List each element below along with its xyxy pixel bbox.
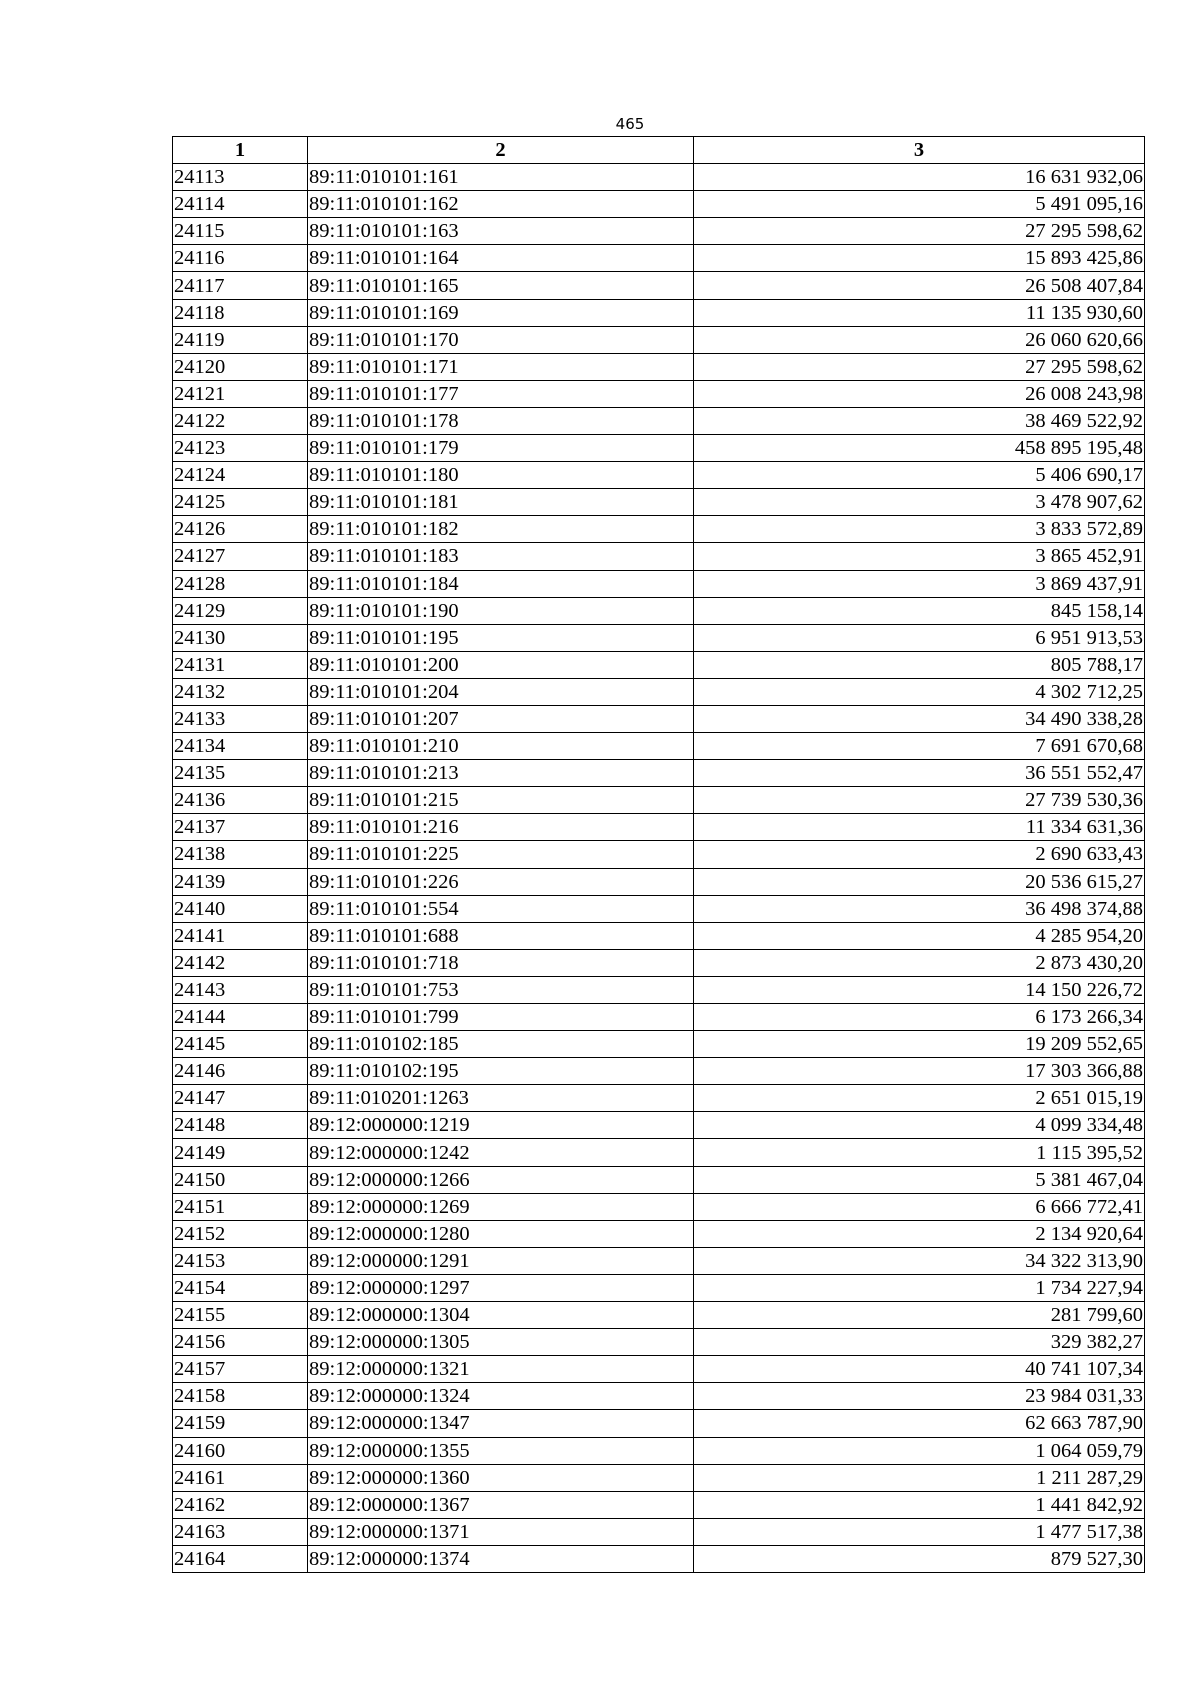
table-row [173, 1031, 1145, 1058]
cadastral-number-cell: 89:11:010101:195 [308, 624, 694, 651]
table-row [173, 705, 1145, 732]
value-cell: 2 873 430,20 [694, 949, 1145, 976]
cadastral-number-cell: 89:11:010101:161 [308, 164, 694, 191]
table-row [173, 1166, 1145, 1193]
row-number-cell: 24148 [173, 1112, 308, 1139]
cadastral-number-cell: 89:12:000000:1266 [308, 1166, 694, 1193]
cadastral-number-cell: 89:12:000000:1280 [308, 1220, 694, 1247]
table-row [173, 841, 1145, 868]
cadastral-number-cell: 89:11:010101:169 [308, 299, 694, 326]
value-cell: 805 788,17 [694, 651, 1145, 678]
table-row [173, 191, 1145, 218]
table-row [173, 462, 1145, 489]
value-cell: 36 551 552,47 [694, 760, 1145, 787]
cadastral-number-cell: 89:11:010101:163 [308, 218, 694, 245]
cadastral-number-cell: 89:11:010101:177 [308, 380, 694, 407]
cadastral-number-cell: 89:11:010101:190 [308, 597, 694, 624]
table-row [173, 1545, 1145, 1572]
value-cell: 27 295 598,62 [694, 218, 1145, 245]
value-cell: 36 498 374,88 [694, 895, 1145, 922]
value-cell: 5 491 095,16 [694, 191, 1145, 218]
table-row [173, 245, 1145, 272]
table-row [173, 1058, 1145, 1085]
cadastral-number-cell: 89:11:010101:170 [308, 326, 694, 353]
row-number-cell: 24125 [173, 489, 308, 516]
table-row [173, 407, 1145, 434]
row-number-cell: 24140 [173, 895, 308, 922]
cadastral-number-cell: 89:12:000000:1305 [308, 1329, 694, 1356]
table-row [173, 1356, 1145, 1383]
table-row [173, 651, 1145, 678]
table-row [173, 1193, 1145, 1220]
table-row [173, 299, 1145, 326]
row-number-cell: 24134 [173, 733, 308, 760]
row-number-cell: 24139 [173, 868, 308, 895]
cadastral-number-cell: 89:12:000000:1324 [308, 1383, 694, 1410]
row-number-cell: 24135 [173, 760, 308, 787]
value-cell: 2 134 920,64 [694, 1220, 1145, 1247]
cadastral-number-cell: 89:11:010101:204 [308, 678, 694, 705]
table-row [173, 1112, 1145, 1139]
table-row [173, 326, 1145, 353]
value-cell: 1 477 517,38 [694, 1518, 1145, 1545]
table-row [173, 1437, 1145, 1464]
value-cell: 4 099 334,48 [694, 1112, 1145, 1139]
row-number-cell: 24163 [173, 1518, 308, 1545]
table-row [173, 1220, 1145, 1247]
row-number-cell: 24123 [173, 435, 308, 462]
value-cell: 2 690 633,43 [694, 841, 1145, 868]
value-cell: 5 406 690,17 [694, 462, 1145, 489]
table-row [173, 624, 1145, 651]
table-row [173, 1247, 1145, 1274]
table-row [173, 976, 1145, 1003]
cadastral-number-cell: 89:11:010101:181 [308, 489, 694, 516]
row-number-cell: 24115 [173, 218, 308, 245]
table-body [173, 164, 1145, 1573]
row-number-cell: 24162 [173, 1491, 308, 1518]
value-cell: 16 631 932,06 [694, 164, 1145, 191]
cadastral-number-cell: 89:11:010101:210 [308, 733, 694, 760]
value-cell: 11 135 930,60 [694, 299, 1145, 326]
row-number-cell: 24144 [173, 1004, 308, 1031]
value-cell: 329 382,27 [694, 1329, 1145, 1356]
cadastral-number-cell: 89:11:010101:171 [308, 353, 694, 380]
value-cell: 40 741 107,34 [694, 1356, 1145, 1383]
row-number-cell: 24164 [173, 1545, 308, 1572]
table-row [173, 814, 1145, 841]
column-header-3: 3 [694, 137, 1145, 164]
value-cell: 6 173 266,34 [694, 1004, 1145, 1031]
value-cell: 458 895 195,48 [694, 435, 1145, 462]
table-row [173, 1491, 1145, 1518]
column-header-1: 1 [173, 137, 308, 164]
table-row [173, 380, 1145, 407]
cadastral-number-cell: 89:11:010101:207 [308, 705, 694, 732]
value-cell: 14 150 226,72 [694, 976, 1145, 1003]
cadastral-number-cell: 89:11:010101:162 [308, 191, 694, 218]
row-number-cell: 24132 [173, 678, 308, 705]
cadastral-number-cell: 89:12:000000:1367 [308, 1491, 694, 1518]
row-number-cell: 24153 [173, 1247, 308, 1274]
row-number-cell: 24117 [173, 272, 308, 299]
row-number-cell: 24120 [173, 353, 308, 380]
value-cell: 1 734 227,94 [694, 1274, 1145, 1301]
cadastral-number-cell: 89:12:000000:1371 [308, 1518, 694, 1545]
row-number-cell: 24159 [173, 1410, 308, 1437]
row-number-cell: 24133 [173, 705, 308, 732]
row-number-cell: 24114 [173, 191, 308, 218]
row-number-cell: 24119 [173, 326, 308, 353]
row-number-cell: 24141 [173, 922, 308, 949]
cadastral-number-cell: 89:11:010101:718 [308, 949, 694, 976]
cadastral-number-cell: 89:11:010101:179 [308, 435, 694, 462]
table-row [173, 922, 1145, 949]
cadastral-number-cell: 89:12:000000:1374 [308, 1545, 694, 1572]
value-cell: 6 951 913,53 [694, 624, 1145, 651]
table-row [173, 760, 1145, 787]
cadastral-number-cell: 89:11:010201:1263 [308, 1085, 694, 1112]
table-row [173, 1410, 1145, 1437]
value-cell: 34 490 338,28 [694, 705, 1145, 732]
row-number-cell: 24154 [173, 1274, 308, 1301]
row-number-cell: 24145 [173, 1031, 308, 1058]
row-number-cell: 24122 [173, 407, 308, 434]
cadastral-number-cell: 89:11:010101:183 [308, 543, 694, 570]
cadastral-number-cell: 89:11:010101:180 [308, 462, 694, 489]
registry-table [172, 136, 1145, 1573]
cadastral-number-cell: 89:12:000000:1321 [308, 1356, 694, 1383]
row-number-cell: 24128 [173, 570, 308, 597]
row-number-cell: 24146 [173, 1058, 308, 1085]
value-cell: 6 666 772,41 [694, 1193, 1145, 1220]
row-number-cell: 24143 [173, 976, 308, 1003]
table-row [173, 489, 1145, 516]
value-cell: 17 303 366,88 [694, 1058, 1145, 1085]
row-number-cell: 24129 [173, 597, 308, 624]
cadastral-number-cell: 89:12:000000:1242 [308, 1139, 694, 1166]
cadastral-number-cell: 89:12:000000:1304 [308, 1302, 694, 1329]
table-row [173, 678, 1145, 705]
table-row [173, 868, 1145, 895]
column-header-2: 2 [308, 137, 694, 164]
row-number-cell: 24152 [173, 1220, 308, 1247]
value-cell: 1 115 395,52 [694, 1139, 1145, 1166]
cadastral-number-cell: 89:11:010101:182 [308, 516, 694, 543]
value-cell: 11 334 631,36 [694, 814, 1145, 841]
row-number-cell: 24137 [173, 814, 308, 841]
row-number-cell: 24113 [173, 164, 308, 191]
value-cell: 1 064 059,79 [694, 1437, 1145, 1464]
cadastral-number-cell: 89:12:000000:1360 [308, 1464, 694, 1491]
cadastral-number-cell: 89:11:010101:164 [308, 245, 694, 272]
cadastral-number-cell: 89:11:010101:200 [308, 651, 694, 678]
cadastral-number-cell: 89:11:010101:215 [308, 787, 694, 814]
table-row [173, 1085, 1145, 1112]
row-number-cell: 24116 [173, 245, 308, 272]
cadastral-number-cell: 89:11:010101:184 [308, 570, 694, 597]
cadastral-number-cell: 89:12:000000:1291 [308, 1247, 694, 1274]
table-row [173, 1139, 1145, 1166]
row-number-cell: 24158 [173, 1383, 308, 1410]
cadastral-number-cell: 89:11:010101:178 [308, 407, 694, 434]
value-cell: 20 536 615,27 [694, 868, 1145, 895]
value-cell: 1 441 842,92 [694, 1491, 1145, 1518]
cadastral-number-cell: 89:12:000000:1347 [308, 1410, 694, 1437]
table-row [173, 1302, 1145, 1329]
cadastral-number-cell: 89:12:000000:1219 [308, 1112, 694, 1139]
table-row [173, 1329, 1145, 1356]
cadastral-number-cell: 89:11:010101:225 [308, 841, 694, 868]
value-cell: 3 865 452,91 [694, 543, 1145, 570]
row-number-cell: 24127 [173, 543, 308, 570]
value-cell: 15 893 425,86 [694, 245, 1145, 272]
value-cell: 26 008 243,98 [694, 380, 1145, 407]
table-row [173, 597, 1145, 624]
value-cell: 3 869 437,91 [694, 570, 1145, 597]
value-cell: 62 663 787,90 [694, 1410, 1145, 1437]
table-row [173, 1518, 1145, 1545]
cadastral-number-cell: 89:11:010101:554 [308, 895, 694, 922]
value-cell: 4 302 712,25 [694, 678, 1145, 705]
table-row [173, 1383, 1145, 1410]
table-row [173, 733, 1145, 760]
value-cell: 19 209 552,65 [694, 1031, 1145, 1058]
table-row [173, 543, 1145, 570]
value-cell: 3 478 907,62 [694, 489, 1145, 516]
value-cell: 845 158,14 [694, 597, 1145, 624]
header-row [173, 137, 1145, 164]
row-number-cell: 24124 [173, 462, 308, 489]
table-row [173, 787, 1145, 814]
value-cell: 879 527,30 [694, 1545, 1145, 1572]
table-row [173, 949, 1145, 976]
value-cell: 26 060 620,66 [694, 326, 1145, 353]
table-row [173, 1004, 1145, 1031]
row-number-cell: 24157 [173, 1356, 308, 1383]
table-row [173, 570, 1145, 597]
row-number-cell: 24155 [173, 1302, 308, 1329]
table-row [173, 435, 1145, 462]
value-cell: 34 322 313,90 [694, 1247, 1145, 1274]
value-cell: 281 799,60 [694, 1302, 1145, 1329]
row-number-cell: 24138 [173, 841, 308, 868]
cadastral-number-cell: 89:11:010101:213 [308, 760, 694, 787]
cadastral-number-cell: 89:11:010102:185 [308, 1031, 694, 1058]
value-cell: 2 651 015,19 [694, 1085, 1145, 1112]
row-number-cell: 24121 [173, 380, 308, 407]
row-number-cell: 24136 [173, 787, 308, 814]
cadastral-number-cell: 89:11:010101:799 [308, 1004, 694, 1031]
table-row [173, 1464, 1145, 1491]
value-cell: 7 691 670,68 [694, 733, 1145, 760]
table-row [173, 218, 1145, 245]
value-cell: 4 285 954,20 [694, 922, 1145, 949]
value-cell: 27 739 530,36 [694, 787, 1145, 814]
cadastral-number-cell: 89:11:010102:195 [308, 1058, 694, 1085]
cadastral-number-cell: 89:11:010101:753 [308, 976, 694, 1003]
cadastral-number-cell: 89:11:010101:226 [308, 868, 694, 895]
value-cell: 23 984 031,33 [694, 1383, 1145, 1410]
row-number-cell: 24147 [173, 1085, 308, 1112]
row-number-cell: 24118 [173, 299, 308, 326]
value-cell: 5 381 467,04 [694, 1166, 1145, 1193]
row-number-cell: 24130 [173, 624, 308, 651]
row-number-cell: 24149 [173, 1139, 308, 1166]
cadastral-number-cell: 89:11:010101:688 [308, 922, 694, 949]
cadastral-number-cell: 89:12:000000:1355 [308, 1437, 694, 1464]
cadastral-number-cell: 89:11:010101:216 [308, 814, 694, 841]
cadastral-number-cell: 89:12:000000:1269 [308, 1193, 694, 1220]
row-number-cell: 24131 [173, 651, 308, 678]
table-row [173, 164, 1145, 191]
cadastral-number-cell: 89:12:000000:1297 [308, 1274, 694, 1301]
row-number-cell: 24161 [173, 1464, 308, 1491]
table-row [173, 516, 1145, 543]
value-cell: 3 833 572,89 [694, 516, 1145, 543]
cadastral-number-cell: 89:11:010101:165 [308, 272, 694, 299]
row-number-cell: 24151 [173, 1193, 308, 1220]
table-row [173, 895, 1145, 922]
table-row [173, 1274, 1145, 1301]
row-number-cell: 24126 [173, 516, 308, 543]
row-number-cell: 24160 [173, 1437, 308, 1464]
value-cell: 26 508 407,84 [694, 272, 1145, 299]
row-number-cell: 24142 [173, 949, 308, 976]
table-row [173, 353, 1145, 380]
page-number: 465 [615, 115, 645, 133]
row-number-cell: 24150 [173, 1166, 308, 1193]
row-number-cell: 24156 [173, 1329, 308, 1356]
table-row [173, 272, 1145, 299]
value-cell: 1 211 287,29 [694, 1464, 1145, 1491]
value-cell: 27 295 598,62 [694, 353, 1145, 380]
value-cell: 38 469 522,92 [694, 407, 1145, 434]
